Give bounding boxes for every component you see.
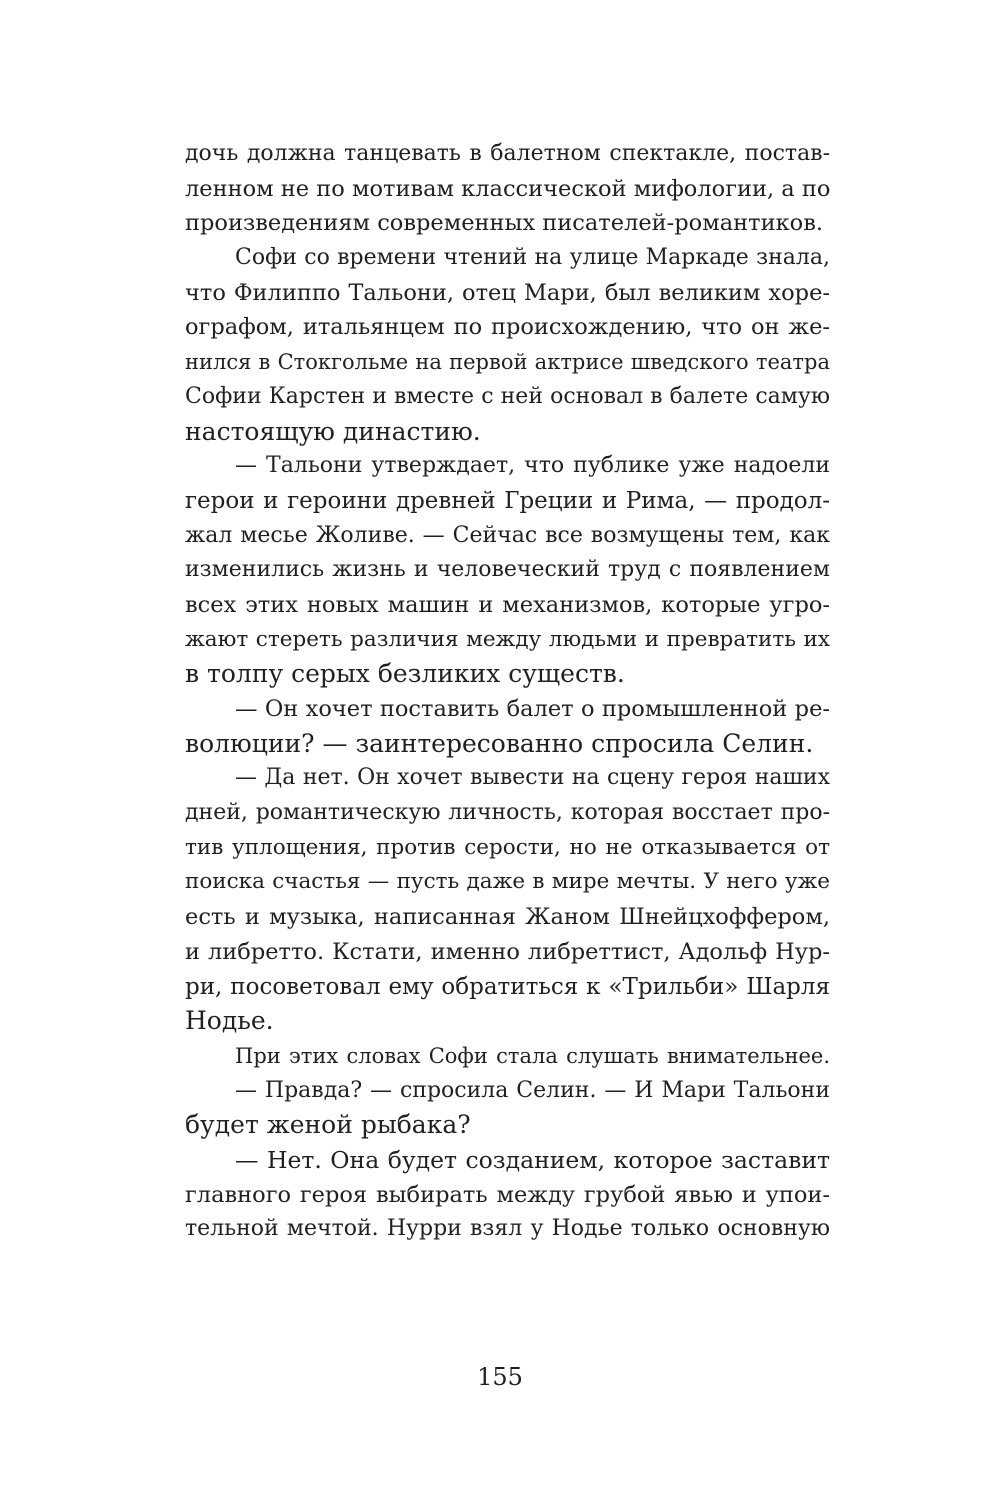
text-line: жал месье Жоливе. — Сейчас все возмущены тем, как [185,522,830,548]
text-line: ографом, итальянцем по происхождению, что он же- [185,314,830,341]
text-line: всех этих новых машин и механизмов, которые угро- [185,591,830,618]
text-line: жают стереть различия между людьми и превратить их [185,626,830,652]
text-line: ленном не по мотивам классической мифологии, а по [185,175,830,202]
text-line: изменились жизнь и человеческий труд с появлением [185,557,830,583]
text-line: тив уплощения, против серости, но не отказывается от [185,834,830,860]
text-line: волюции? — заинтересованно спросила Селин. [185,728,814,758]
text-line: есть и музыка, написанная Жаном Шнейцхоффером, [185,904,830,931]
text-line: Нодье. [185,1006,274,1036]
text-line: Софии Карстен и вместе с ней основал в балете самую [185,383,830,409]
text-line: тельной мечтой. Нурри взял у Нодье только основную [185,1216,830,1242]
text-line: Софи со времени чтений на улице Маркаде знала, [235,245,830,271]
text-line: и либретто. Кстати, именно либреттист, Адольф Нур- [185,938,830,965]
text-line: — Он хочет поставить балет о промышленной ре- [235,696,830,722]
text-line: главного героя выбирать между грубой явью и упои- [185,1181,830,1208]
text-line: настоящую династию. [185,416,481,446]
text-line: в толпу серых безликих существ. [185,659,625,689]
text-line: дочь должна танцевать в балетном спектакле, постав- [185,141,830,166]
page-number: 155 [477,1363,523,1391]
text-line: произведениям современных писателей-романтиков. [185,210,824,237]
text-line: — Правда? — спросила Селин. — И Мари Тальони [235,1077,830,1103]
text-line: нился в Стокгольме на первой актрисе шведского театра [185,350,830,375]
text-line: При этих словах Софи стала слушать внимательнее. [235,1043,830,1068]
text-line: поиска счастья — пусть даже в мире мечты. У него уже [185,869,830,895]
text-line: — Тальони утверждает, что публике уже надоели [235,453,830,479]
text-line: дней, романтическую личность, которая восстает про- [185,800,830,826]
text-line: герои и героини древней Греции и Рима, — продол- [185,487,830,514]
text-line: будет женой рыбака? [185,1110,471,1140]
body-text [185,137,830,1247]
text-line: что Филиппо Тальони, отец Мари, был великим хоре- [185,279,830,306]
text-line: ри, посоветовал ему обратиться к «Трильби» Шарля [185,973,830,1000]
text-line: — Да нет. Он хочет вывести на сцену героя наших [235,765,830,791]
text-line: — Нет. Она будет созданием, которое заставит [235,1145,830,1174]
